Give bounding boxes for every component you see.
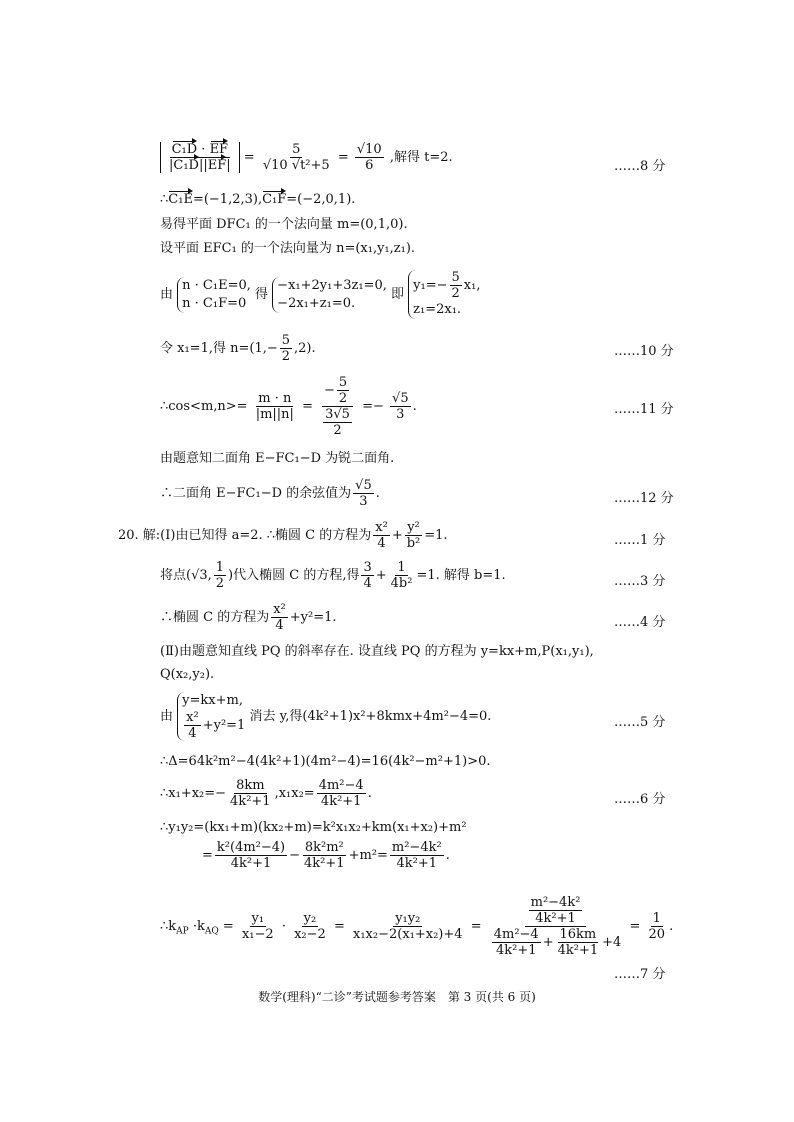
vector-ef: EF [209, 142, 229, 157]
vieta-line: ∴x₁+x₂=− $\frac{8km}{\text{4k²+1}}$ ,x₁x₂= $\frac{\text{4m²−4}}{\text{4k²+1}}$ . [160, 778, 372, 809]
ellipse-equation-line: ∴椭圆 C 的方程为 $\frac{\text{x²}}{4}$ +y²=1. [160, 602, 337, 633]
problem-20-part1: 20. 解:(Ⅰ)由已知得 a=2. ∴椭圆 C 的方程为 $\frac{\text{x²}}{4}$ + $\frac{\text{y²}}{\text{b²}}$ =1. [118, 520, 448, 551]
score-7: ……7 分 [614, 967, 666, 982]
score-10: ……10 分 [614, 344, 674, 359]
acute-dihedral-line: 由题意知二面角 E−FC₁−D 为锐二面角. [160, 451, 395, 466]
let-x1-line: 令 x₁=1,得 n=(1,− $\frac{5}{2}$ ,2). [160, 333, 316, 364]
score-12: ……12 分 [614, 491, 674, 506]
vector-coords-line: ∴C₁E=(−1,2,3),C₁F=(−2,0,1). [160, 192, 356, 207]
equation-cos-line: $\frac{\text{C₁D · EF}}{\text{|C₁D||EF|}}$ = $\frac{5}{\text{√10 √t²+5}}$ = $\frac{√10}{6}$ ,解得 t=2. [160, 142, 453, 173]
point-q-line: Q(x₂,y₂). [160, 667, 215, 682]
score-3: ……3 分 [614, 574, 666, 589]
y1y2-simplified: = $\frac{\text{k²(4m²−4)}}{\text{4k²+1}}$ − $\frac{\text{8k²m²}}{\text{4k²+1}}$ +m²= $\frac{\text{m²−4k²}}{\text{4k²+1}}$ . [202, 840, 450, 871]
plane-dfc1-normal: 易得平面 DFC₁ 的一个法向量 m=(0,1,0). [160, 217, 408, 232]
part2-line: (Ⅱ)由题意知直线 PQ 的斜率存在. 设直线 PQ 的方程为 y=kx+m,P(x₁,y₁), [160, 644, 594, 659]
cos-mn-line: ∴cos<m,n>= $\frac{m \cdot n}{|m||n|}$ = − $\frac{5}{2}$ $\frac{3√5}{2}$ =− $\frac{√5}{3}$ . [160, 375, 417, 438]
substitute-point-line: 将点(√3, $\frac{1}{2}$ )代入椭圆 C 的方程,得 $\frac{3}{4}$ + $\frac{1}{\text{4b²}}$ =1. 解得 b=1. [160, 560, 506, 591]
score-11: ……11 分 [614, 402, 674, 417]
dihedral-cos-line: ∴二面角 E−FC₁−D 的余弦值为 $\frac{√5}{3}$ . [160, 478, 380, 509]
score-5: ……5 分 [614, 715, 666, 730]
score-4: ……4 分 [614, 615, 666, 630]
score-8: ……8 分 [614, 159, 666, 174]
vector-c1d: C₁D [171, 142, 198, 157]
score-1: ……1 分 [614, 533, 666, 548]
y1y2-line: ∴y₁y₂=(kx₁+m)(kx₂+m)=k²x₁x₂+km(x₁+x₂)+m² [160, 820, 467, 835]
discriminant-line: ∴Δ=64k²m²−4(4k²+1)(4m²−4)=16(4k²−m²+1)>0. [160, 754, 491, 769]
system-equations-line: 由 n · C₁E=0, n · C₁F=0 得 −x₁+2y₁+3z₁=0, −2x₁+z₁=0. 即 y₁=− $\frac{5}{2}$ x₁, z₁=2x₁. [160, 270, 481, 317]
score-6: ……6 分 [614, 792, 666, 807]
plane-efc1-normal: 设平面 EFC₁ 的一个法向量为 n=(x₁,y₁,z₁). [160, 241, 416, 256]
page-footer: 数学(理科)“二诊”考试题参考答案 第 3 页(共 6 页) [258, 990, 536, 1004]
elimination-line: 由 y=kx+m, $\frac{\text{x²}}{4}$ +y²=1 消去 y,得(4k²+1)x²+8kmx+4m²−4=0. [160, 693, 492, 741]
slope-product-line: $\therefore k_{AP} \cdot k_{AQ}$ = $\frac{\text{y₁}}{\text{x₁−2}}$ · $\frac{\text{y₂}}{\text{x₂−2}}$ = $\frac{\text{y₁y₂}}{\text{x₁x₂−2(x₁+x₂)+4}}$ = $\frac{\text{m²−4k²}}{\text{4k²+1}}$ $\frac{\text{4m²−4}}{\text{4k²+1}}$ + $\frac{16km}{\text{4k²+1}}$ +4 = $\frac{1}{20}$ . [160, 895, 674, 958]
